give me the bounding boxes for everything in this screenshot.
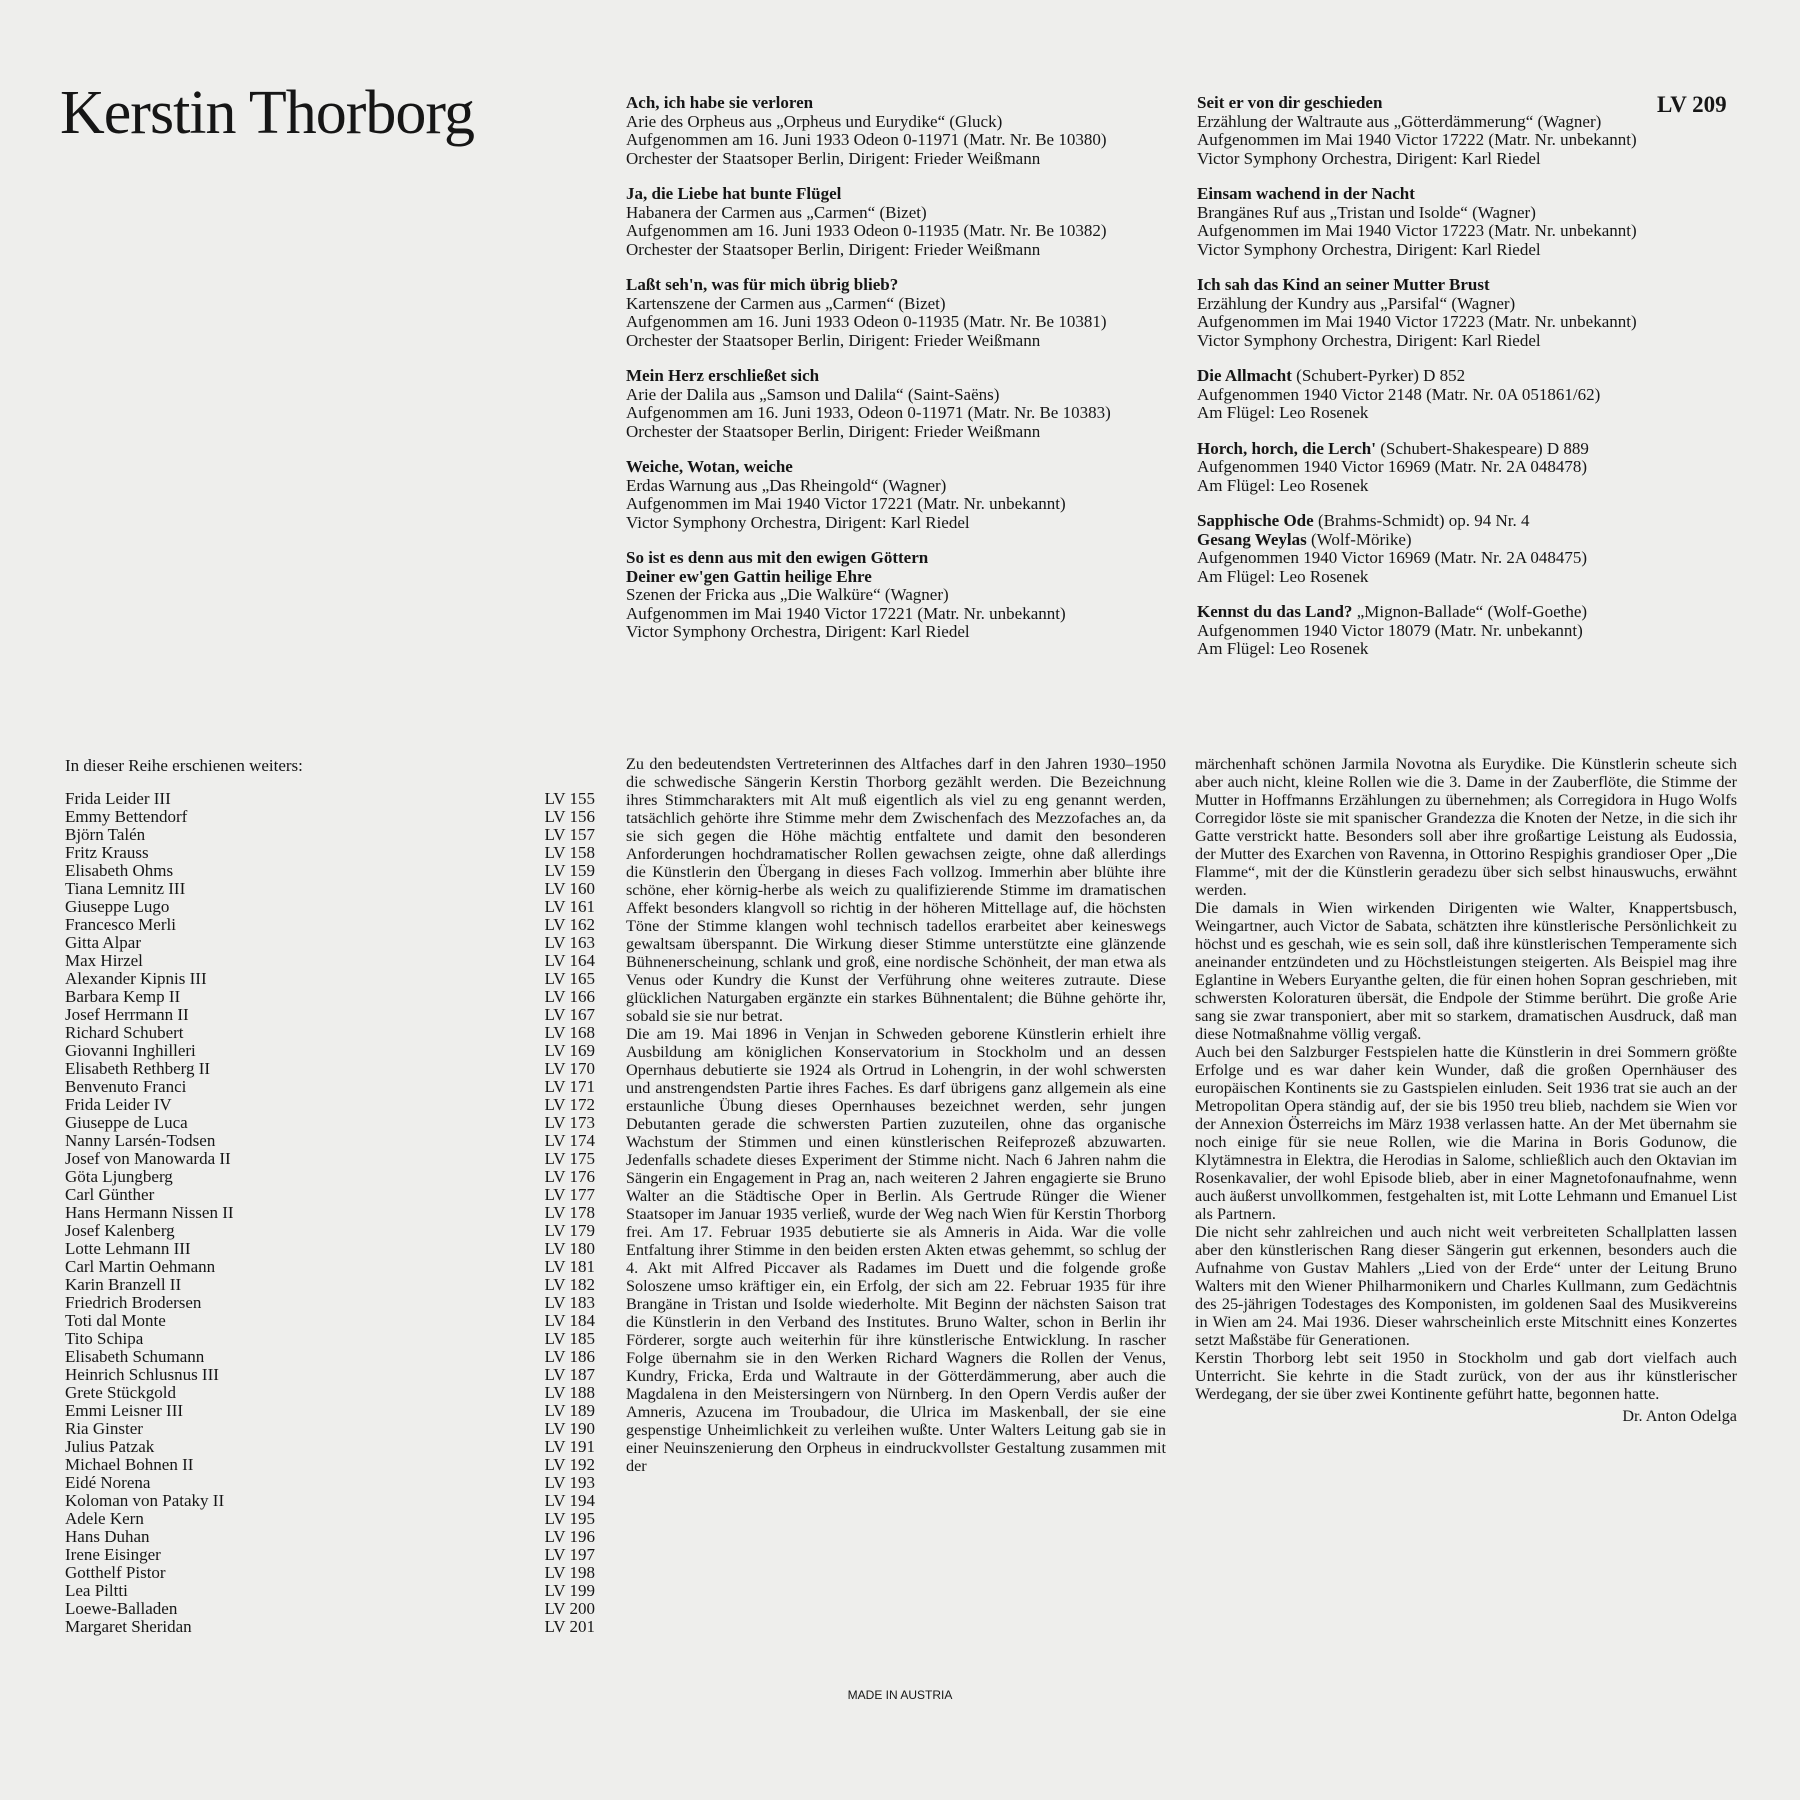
series-item-name: Josef von Manowarda II (65, 1149, 231, 1168)
series-item-number: LV 162 (544, 915, 595, 934)
track-detail-line: Am Flügel: Leo Rosenek (1197, 403, 1369, 422)
series-item (65, 1006, 595, 1024)
made-in-label: MADE IN AUSTRIA (847, 1688, 953, 1702)
track-detail-line: Aufgenommen 1940 Victor 2148 (Matr. Nr. 0A 051861/62) (1197, 384, 1601, 404)
series-item-name: Grete Stückgold (65, 1383, 176, 1402)
track-title-extra: (Brahms-Schmidt) op. 94 Nr. 4 (1313, 511, 1530, 530)
series-item (65, 1600, 595, 1618)
track-detail-line: Orchester der Staatsoper Berlin, Dirigent: Frieder Weißmann (626, 421, 1041, 441)
series-item-number: LV 178 (544, 1203, 595, 1222)
series-item (65, 1366, 595, 1384)
series-item-number: LV 177 (544, 1185, 595, 1204)
series-item-number: LV 198 (544, 1563, 595, 1582)
series-item-number: LV 167 (544, 1005, 595, 1024)
series-item-name: Alexander Kipnis III (65, 969, 207, 988)
track-detail-line: Erzählung der Kundry aus „Parsifal“ (Wagner) (1197, 293, 1516, 313)
series-item-number: LV 195 (544, 1509, 595, 1528)
series-item (65, 808, 595, 826)
series-item-name: Friedrich Brodersen (65, 1293, 202, 1312)
track-detail-line: Victor Symphony Orchestra, Dirigent: Karl Riedel (1197, 148, 1541, 168)
track-title (1197, 440, 1647, 459)
series-item (65, 1078, 595, 1096)
series-item-number: LV 156 (544, 807, 595, 826)
series-item (65, 1582, 595, 1600)
series-item-number: LV 166 (544, 987, 595, 1006)
series-item-number: LV 185 (544, 1329, 595, 1348)
series-item (65, 1150, 595, 1168)
track-detail-line: Aufgenommen im Mai 1940 Victor 17223 (Matr. Nr. unbekannt) (1197, 221, 1637, 240)
track-detail-line: Victor Symphony Orchestra, Dirigent: Karl Riedel (626, 512, 970, 532)
track-title-text: Horch, horch, die Lerch' (1197, 438, 1376, 458)
track-detail-line: Arie der Dalila aus „Samson und Dalila“ (Saint-Saëns) (626, 384, 1000, 404)
track-detail-line: Aufgenommen 1940 Victor 16969 (Matr. Nr. 2A 048478) (1197, 457, 1588, 476)
track-detail-line: Aufgenommen im Mai 1940 Victor 17221 (Matr. Nr. unbekannt) (626, 603, 1066, 623)
series-item-number: LV 186 (544, 1347, 595, 1366)
track-detail-line: Aufgenommen am 16. Juni 1933 Odeon 0-11935 (Matr. Nr. Be 10382) (626, 221, 1107, 240)
track-title-text: Deiner ew'gen Gattin heilige Ehre (626, 566, 872, 586)
track-title (1197, 276, 1647, 295)
series-item-name: Lea Piltti (65, 1581, 128, 1600)
track-title-text: Ich sah das Kind an seiner Mutter Brust (1197, 275, 1490, 294)
series-item-name: Karin Branzell II (65, 1275, 182, 1294)
series-item-number: LV 190 (544, 1419, 595, 1438)
track-title-text: Sapphische Ode (1197, 511, 1314, 530)
series-item (65, 934, 595, 952)
series-item (65, 1168, 595, 1186)
series-item (65, 1096, 595, 1114)
series-item (65, 1222, 595, 1240)
track-detail-line: Erzählung der Waltraute aus „Götterdämmerung“ (Wagner) (1197, 111, 1602, 131)
track-list-left (626, 94, 1186, 659)
liner-notes-paragraph: Kerstin Thorborg lebt seit 1950 in Stockholm und gab dort vielfach auch Unterricht. Sie kehrte in die Stadt zurück, von der aus ihr künstlerischer Werdegang, der sie über zwei Kontinente geführt hatte, begonnen hatte. (1195, 1349, 1737, 1403)
series-item-number: LV 197 (544, 1545, 595, 1564)
series-item-number: LV 165 (544, 969, 595, 988)
series-item-name: Toti dal Monte (65, 1311, 166, 1330)
track-detail-line: Orchester der Staatsoper Berlin, Dirigent: Frieder Weißmann (626, 330, 1041, 350)
track-title-extra: (Schubert-Shakespeare) D 889 (1375, 438, 1589, 458)
series-item (65, 1564, 595, 1582)
series-item (65, 970, 595, 988)
track-entry (626, 276, 1186, 350)
track-title (626, 549, 1186, 568)
series-item-number: LV 187 (544, 1365, 595, 1384)
series-item-name: Carl Günther (65, 1185, 155, 1204)
series-item (65, 1420, 595, 1438)
liner-notes-paragraph: Auch bei den Salzburger Festspielen hatte die Künstlerin in drei Sommern größte Erfolge und es war daher kein Wunder, daß die großen Opernhäuser des europäischen Kontinents sie zu Gastspielen einluden. Seit 1936 trat sie auch an der Metropolitan Opera ständig auf, der sie bis 1950 treu blieb, nachdem sie Wien vor der Annexion Österreichs im März 1938 verlassen hatte. An der Met übernahm sie noch einige für sie neue Rollen, wie die Marina in Boris Godunow, die Klytämnestra in Elektra, die Herodias in Salome, schließlich auch den Oktavian im Rosenkavalier, der wohl Episode blieb, aber in einer Magnetofonaufnahme, wenn auch äußerst unvollkommen, festgehalten ist, mit Lotte Lehmann und Emanuel List als Partnern. (1195, 1043, 1737, 1223)
series-item (65, 1474, 595, 1492)
series-item-number: LV 158 (544, 843, 595, 862)
track-detail-line: Szenen der Fricka aus „Die Walküre“ (Wagner) (626, 585, 949, 604)
series-item-number: LV 200 (544, 1599, 595, 1618)
series-item (65, 1294, 595, 1312)
series-item-name: Francesco Merli (65, 915, 176, 934)
series-item-number: LV 157 (544, 825, 595, 844)
series-item-number: LV 174 (544, 1131, 595, 1150)
track-entry (626, 185, 1186, 259)
track-title (1197, 603, 1647, 622)
series-item (65, 1456, 595, 1474)
track-entry (1197, 603, 1647, 659)
series-item (65, 898, 595, 916)
series-item-name: Koloman von Pataky II (65, 1491, 225, 1510)
track-title (626, 276, 1186, 295)
track-title-text: Ja, die Liebe hat bunte Flügel (626, 184, 842, 203)
series-item (65, 1204, 595, 1222)
series-item-name: Loewe-Balladen (65, 1599, 178, 1618)
track-detail-line: Victor Symphony Orchestra, Dirigent: Karl Riedel (1197, 330, 1541, 350)
track-detail-line: Orchester der Staatsoper Berlin, Dirigent: Frieder Weißmann (626, 239, 1041, 259)
series-item-name: Giovanni Inghilleri (65, 1041, 196, 1060)
series-item (65, 880, 595, 898)
series-item-name: Richard Schubert (65, 1023, 184, 1042)
series-item (65, 1186, 595, 1204)
series-item (65, 1114, 595, 1132)
series-item-name: Tito Schipa (65, 1329, 144, 1348)
track-detail-line: Am Flügel: Leo Rosenek (1197, 566, 1369, 586)
series-item-number: LV 160 (544, 879, 595, 898)
track-title-text: Weiche, Wotan, weiche (626, 457, 793, 476)
series-item-number: LV 176 (544, 1167, 595, 1186)
track-detail-line: Am Flügel: Leo Rosenek (1197, 475, 1369, 495)
liner-notes-author: Dr. Anton Odelga (1622, 1407, 1737, 1425)
series-item-number: LV 201 (544, 1617, 595, 1636)
track-entry (1197, 94, 1647, 168)
series-item (65, 1546, 595, 1564)
series-item-name: Ria Ginster (65, 1419, 143, 1438)
series-item-number: LV 155 (544, 789, 595, 808)
track-detail-line: Aufgenommen am 16. Juni 1933 Odeon 0-11971 (Matr. Nr. Be 10380) (626, 130, 1107, 149)
series-item (65, 790, 595, 808)
series-item (65, 1276, 595, 1294)
series-item-name: Benvenuto Franci (65, 1077, 187, 1096)
series-item (65, 1528, 595, 1546)
series-item-name: Giuseppe Lugo (65, 897, 170, 916)
liner-notes-column-2 (1195, 755, 1737, 1425)
series-item-name: Irene Eisinger (65, 1545, 161, 1564)
track-detail-line: Brangänes Ruf aus „Tristan und Isolde“ (Wagner) (1197, 202, 1536, 222)
series-item-name: Björn Talén (65, 825, 146, 844)
track-title-text: Ach, ich habe sie verloren (626, 93, 814, 112)
series-item-name: Giuseppe de Luca (65, 1113, 188, 1132)
series-item-number: LV 179 (544, 1221, 595, 1240)
series-item (65, 826, 595, 844)
series-item (65, 1438, 595, 1456)
series-item-name: Max Hirzel (65, 951, 143, 970)
series-item-number: LV 196 (544, 1527, 595, 1546)
series-item (65, 988, 595, 1006)
series-item (65, 1060, 595, 1078)
series-item-name: Margaret Sheridan (65, 1617, 192, 1636)
series-item-name: Hans Hermann Nissen II (65, 1203, 234, 1222)
track-list-right (1197, 94, 1647, 676)
track-detail-line: Arie des Orpheus aus „Orpheus und Eurydike“ (Gluck) (626, 111, 1003, 131)
track-title-text: Gesang Weylas (1197, 529, 1307, 549)
series-item-number: LV 164 (544, 951, 595, 970)
track-detail-line: Erdas Warnung aus „Das Rheingold“ (Wagner) (626, 475, 947, 495)
series-item (65, 1240, 595, 1258)
series-item (65, 1402, 595, 1420)
series-item (65, 1024, 595, 1042)
catalog-number: LV 209 (1657, 92, 1727, 117)
series-item-name: Elisabeth Ohms (65, 861, 174, 880)
series-item-name: Elisabeth Rethberg II (65, 1059, 211, 1078)
track-title (1197, 512, 1647, 531)
series-item (65, 844, 595, 862)
series-item (65, 1348, 595, 1366)
series-item (65, 1330, 595, 1348)
series-item-number: LV 183 (544, 1293, 595, 1312)
series-item-number: LV 169 (544, 1041, 595, 1060)
series-item-number: LV 182 (544, 1275, 595, 1294)
track-detail-line: Aufgenommen 1940 Victor 16969 (Matr. Nr. 2A 048475) (1197, 548, 1588, 567)
track-title-extra: (Wolf-Mörike) (1306, 529, 1412, 549)
liner-notes-paragraph: märchenhaft schönen Jarmila Novotna als Eurydike. Die Künstlerin scheute sich aber auch nicht, kleine Rollen wie die 3. Dame in der Zauberflöte, die Stimme der Mutter in Hoffmanns Erzählungen zu übernehmen; als Corregidora in Hugo Wolfs Corregidor löste sie mit spanischer Grandezza die Knoten der Netze, in die sich ihr Gatte verstrickt hatte. Besonders soll aber ihre großartige Leistung als Eudossia, der Mutter des Exarchen von Ravenna, in Ottorino Respighis grandioser Oper „Die Flamme“, mit der die Künstlerin geradezu über sich selbst hinauswuchs, erwähnt werden. (1195, 755, 1737, 899)
series-item-number: LV 172 (544, 1095, 595, 1114)
series-item (65, 952, 595, 970)
track-detail-line: Aufgenommen im Mai 1940 Victor 17221 (Matr. Nr. unbekannt) (626, 494, 1066, 513)
series-item-name: Emmi Leisner III (65, 1401, 184, 1420)
series-item-number: LV 180 (544, 1239, 595, 1258)
track-entry (1197, 185, 1647, 259)
liner-notes-paragraph: Die nicht sehr zahlreichen und auch nicht weit verbreiteten Schallplatten lassen aber den künstlerischen Rang dieser Sängerin gut erkennen, besonders auch die Aufnahme von Gustav Mahlers „Lied von der Erde“ unter der Leitung Bruno Walters mit den Wiener Philharmonikern und Charles Kullmann, zum Gedächtnis des 25-jährigen Todestages des Komponisten, im goldenen Saal des Musikvereins in Wien am 24. Mai 1936. Dieser wahrscheinlich erste Mitschnitt eines Konzertes setzt Maßstäbe für Generationen. (1195, 1223, 1737, 1349)
track-title-text: Einsam wachend in der Nacht (1197, 184, 1415, 203)
series-item-name: Michael Bohnen II (65, 1455, 194, 1474)
track-title-secondary (1197, 531, 1647, 550)
track-entry (626, 549, 1186, 642)
series-item-name: Hans Duhan (65, 1527, 150, 1546)
track-entry (626, 94, 1186, 168)
track-detail-line: Am Flügel: Leo Rosenek (1197, 639, 1369, 658)
series-item-name: Emmy Bettendorf (65, 807, 188, 826)
track-entry (1197, 276, 1647, 350)
series-item (65, 862, 595, 880)
series-item-name: Julius Patzak (65, 1437, 155, 1456)
series-item-name: Adele Kern (65, 1509, 144, 1528)
series-item-number: LV 199 (544, 1581, 595, 1600)
series-item-number: LV 170 (544, 1059, 595, 1078)
track-title (626, 94, 1186, 113)
track-title-secondary (626, 568, 1186, 587)
series-item-name: Tiana Lemnitz III (65, 879, 186, 898)
track-title-text: Mein Herz erschließet sich (626, 366, 820, 385)
series-item (65, 1384, 595, 1402)
track-title (626, 458, 1186, 477)
series-item (65, 1618, 595, 1636)
track-title-text: Laßt seh'n, was für mich übrig blieb? (626, 275, 899, 294)
series-item-number: LV 171 (544, 1077, 595, 1096)
series-item (65, 1042, 595, 1060)
track-detail-line: Aufgenommen im Mai 1940 Victor 17223 (Matr. Nr. unbekannt) (1197, 312, 1637, 331)
series-item-name: Lotte Lehmann III (65, 1239, 191, 1258)
track-title (1197, 185, 1647, 204)
track-detail-line: Aufgenommen am 16. Juni 1933 Odeon 0-11935 (Matr. Nr. Be 10381) (626, 312, 1107, 331)
track-detail-line: Victor Symphony Orchestra, Dirigent: Karl Riedel (1197, 239, 1541, 259)
series-item-name: Carl Martin Oehmann (65, 1257, 216, 1276)
series-item-number: LV 191 (544, 1437, 595, 1456)
series-item-name: Josef Kalenberg (65, 1221, 175, 1240)
series-item-name: Frida Leider III (65, 789, 171, 808)
track-title (1197, 94, 1647, 113)
track-title-extra: „Mignon-Ballade“ (Wolf-Goethe) (1352, 602, 1588, 621)
track-detail-line: Victor Symphony Orchestra, Dirigent: Karl Riedel (626, 622, 970, 641)
track-detail-line: Habanera der Carmen aus „Carmen“ (Bizet) (626, 202, 927, 222)
track-detail-line: Aufgenommen im Mai 1940 Victor 17222 (Matr. Nr. unbekannt) (1197, 130, 1637, 149)
series-item-number: LV 168 (544, 1023, 595, 1042)
series-item-name: Fritz Krauss (65, 843, 149, 862)
track-entry (1197, 367, 1647, 423)
series-heading: In dieser Reihe erschienen weiters: (65, 756, 303, 775)
track-detail-line: Kartenszene der Carmen aus „Carmen“ (Bizet) (626, 293, 946, 313)
series-item-name: Frida Leider IV (65, 1095, 172, 1114)
series-item-name: Josef Herrmann II (65, 1005, 189, 1024)
series-item-number: LV 161 (544, 897, 595, 916)
series-item-number: LV 175 (544, 1149, 595, 1168)
track-title-text: So ist es denn aus mit den ewigen Göttern (626, 548, 929, 567)
track-detail-line: Aufgenommen 1940 Victor 18079 (Matr. Nr. unbekannt) (1197, 620, 1583, 640)
series-item-name: Eidé Norena (65, 1473, 151, 1492)
series-item-name: Gotthelf Pistor (65, 1563, 166, 1582)
series-item-name: Barbara Kemp II (65, 987, 181, 1006)
series-item-number: LV 163 (544, 933, 595, 952)
liner-notes-column-1 (626, 755, 1166, 1475)
track-entry (626, 367, 1186, 441)
series-item-name: Elisabeth Schumann (65, 1347, 205, 1366)
series-item-number: LV 189 (544, 1401, 595, 1420)
track-title-text: Seit er von dir geschieden (1197, 93, 1383, 112)
series-item (65, 916, 595, 934)
artist-name: Kerstin Thorborg (60, 79, 474, 147)
track-title-extra: (Schubert-Pyrker) D 852 (1291, 366, 1466, 385)
track-entry (1197, 512, 1647, 586)
series-item (65, 1132, 595, 1150)
track-detail-line: Aufgenommen am 16. Juni 1933, Odeon 0-11971 (Matr. Nr. Be 10383) (626, 403, 1111, 422)
series-item-number: LV 173 (544, 1113, 595, 1132)
track-title (626, 367, 1186, 386)
track-entry (1197, 440, 1647, 496)
series-item (65, 1258, 595, 1276)
series-item-number: LV 194 (544, 1491, 595, 1510)
series-item (65, 1492, 595, 1510)
series-item-name: Gitta Alpar (65, 933, 142, 952)
series-list (65, 790, 595, 1636)
track-title-text: Die Allmacht (1197, 366, 1292, 385)
series-item-number: LV 188 (544, 1383, 595, 1402)
series-item-name: Nanny Larsén-Todsen (65, 1131, 216, 1150)
track-title (1197, 367, 1647, 386)
series-item-number: LV 193 (544, 1473, 595, 1492)
liner-notes-paragraph: Die am 19. Mai 1896 in Venjan in Schweden geborene Künstlerin erhielt ihre Ausbildung am königlichen Konservatorium in Stockholm und an dessen Opernhaus debutierte sie 1924 als Ortrud in Lohengrin, in der wohl schwersten und anstrengendsten Partie ihres Faches. Es darf übrigens ganz allgemein als eine erstaunliche Übung dieses Opernhauses bezeichnet werden, sehr jungen Debutanten gerade die schwersten Partien zuzuteilen, ohne das organische Wachstum der Stimmen und einen künstlerischen Reifeprozeß abzuwarten. Jedenfalls schadete dieses Experiment der Stimme nicht. Nach 6 Jahren nahm die Sängerin ein Engagement in Prag an, nach weiteren 2 Jahren engagierte sie Bruno Walter an die Städtische Oper in Berlin. Als Gertrude Rünger die Wiener Staatsoper im Januar 1935 verließ, wurde der Weg nach Wien für Kerstin Thorborg frei. Am 17. Februar 1935 debutierte sie als Amneris in Aida. War die volle Entfaltung ihrer Stimme in den beiden ersten Akten etwas gehemmt, so schlug der 4. Akt mit Alfred Piccaver als Radames im Duett und die folgende große Soloszene umso kräftiger ein, ein Erfolg, der sich am 22. Februar 1935 für ihre Brangäne in Tristan und Isolde wiederholte. Mit Beginn der nächsten Saison trat die Künstlerin in den Verband des Institutes. Bruno Walter, schon in Berlin ihr Förderer, sorgte auch weiterhin für ihre künstlerische Entwicklung. In rascher Folge übernahm sie in den Werken Richard Wagners die Rollen der Venus, Kundry, Fricka, Erda und Waltraute in der Götterdämmerung, aber auch die Magdalena in den Meistersingern von Nürnberg. In den Opern Verdis außer der Amneris, Azucena im Troubadour, die Ulrica im Maskenball, der sie eine gespenstige Unheimlichkeit zu verleihen wußte. Unter Walters Leitung gab sie in einer Neuinszenierung den Orpheus in eindruckvollster Gestaltung zusammen mit der (626, 1025, 1166, 1475)
series-item (65, 1312, 595, 1330)
series-item-number: LV 192 (544, 1455, 595, 1474)
track-title (626, 185, 1186, 204)
series-item-name: Göta Ljungberg (65, 1167, 173, 1186)
track-title-text: Kennst du das Land? (1197, 602, 1353, 621)
series-item-number: LV 159 (544, 861, 595, 880)
series-item (65, 1510, 595, 1528)
series-item-number: LV 184 (544, 1311, 595, 1330)
liner-notes-paragraph: Die damals in Wien wirkenden Dirigenten wie Walter, Knappertsbusch, Weingartner, auch Victor de Sabata, schätzten ihre künstlerische Persönlichkeit zu höchst und es geschah, wie es sein soll, daß ihre künstlerischen Temperamente sich aneinander entzündeten und zu Höchstleistungen steigerten. Als Beispiel mag ihre Eglantine in Webers Euryanthe gelten, die für einen hohen Sopran geschrieben, mit schwersten Koloraturen übersät, die Endpole der Stimme berührt. Die große Arie sang sie zwar transponiert, aber mit so starkem, dramatischen Ausdruck, daß man diese Notmaßnahme völlig vergaß. (1195, 899, 1737, 1043)
track-detail-line: Orchester der Staatsoper Berlin, Dirigent: Frieder Weißmann (626, 148, 1041, 168)
series-item-number: LV 181 (544, 1257, 595, 1276)
series-item-name: Heinrich Schlusnus III (65, 1365, 219, 1384)
track-entry (626, 458, 1186, 532)
liner-notes-paragraph: Zu den bedeutendsten Vertreterinnen des Altfaches darf in den Jahren 1930–1950 die schwedische Sängerin Kerstin Thorborg gezählt werden. Die Bezeichnung ihres Stimmcharakters mit Alt muß eigentlich als viel zu eng genannt werden, tatsächlich gehörte ihre Stimme mehr dem Zwischenfach des Mezzofaches an, da sie sich gegen die Höhe mächtig entfaltete und damit den besonderen Anforderungen hochdramatischer Rollen gewachsen zeigte, ohne daß allerdings die Künstlerin den Übergang in dieses Fach vollzog. Immerhin aber blühte ihre schöne, eher körnig-herbe als weich zu qualifizierende Stimme im dramatischen Affekt besonders klangvoll so richtig in der höheren Mittellage auf, die höchsten Töne der Stimme klangen wohl technisch tadellos erarbeitet aber keineswegs gewaltsam überspannt. Die Wirkung dieser Stimme unterstützte eine glänzende Bühnenerscheinung, schlank und groß, eine nordische Schönheit, der man etwa als Venus oder Kundry die Kunst der Verführung ohne weiteres zutraute. Diese glücklichen Naturgaben ergänzte ein starkes Bühnentalent; die Bühne gehörte ihr, sobald sie sie nur betrat. (626, 755, 1166, 1025)
